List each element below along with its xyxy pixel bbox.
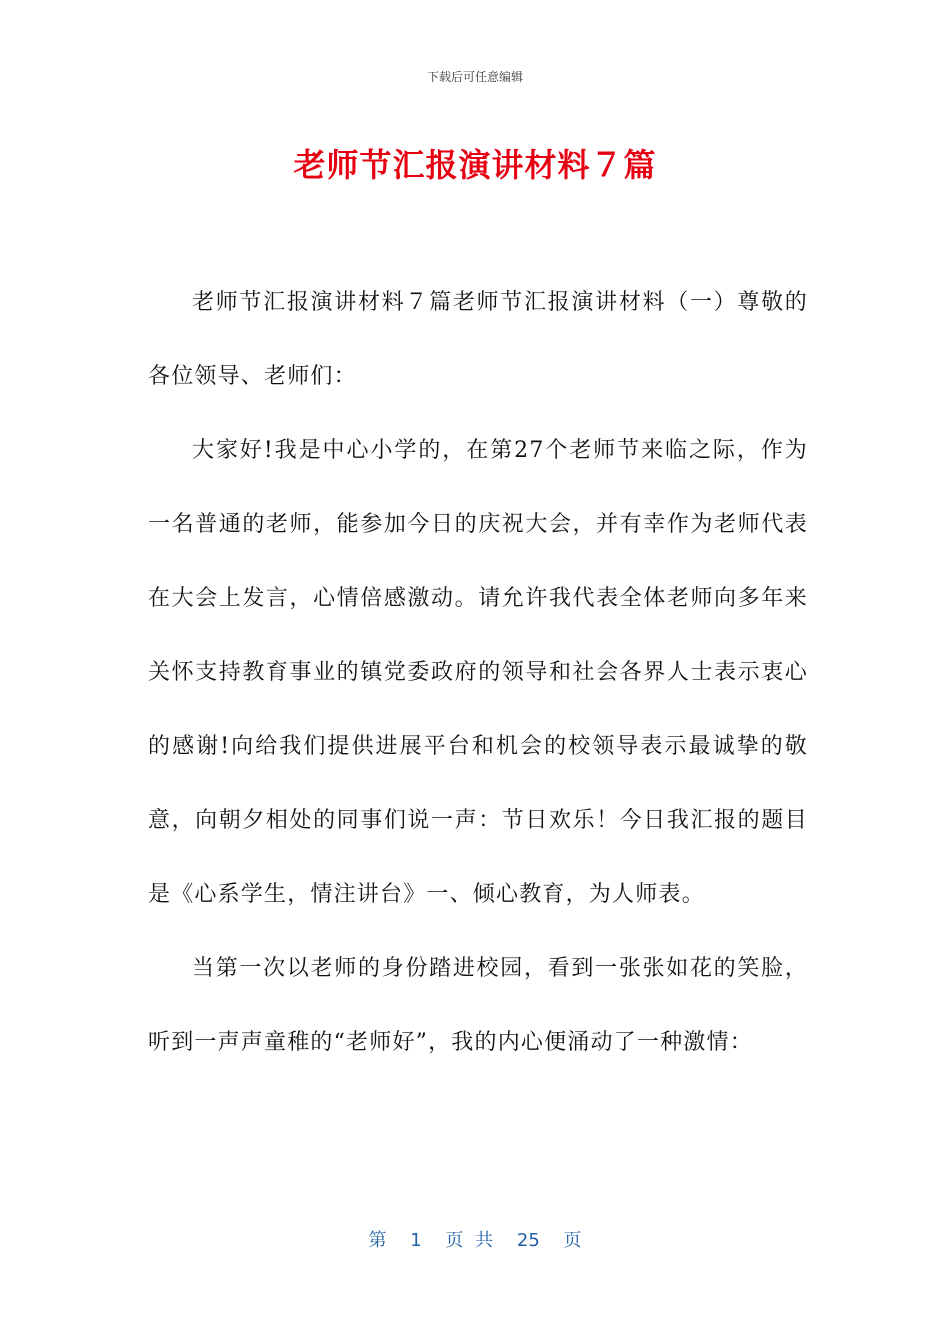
paragraph-2: 大家好!我是中心小学的，在第27个老师节来临之际，作为一名普通的老师，能参加今日的庆祝大会，并有幸作为老师代表在大会上发言，心情倍感激动。请允许我代表全体老师向多年来关怀支持教育事业的镇党委政府的领导和社会各界人士表示衷心的感谢!向给我们提供进展平台和机会的校领导表示最诚挚的敬意，向朝夕相处的同事们说一声：节日欢乐！今日我汇报的题目是《心系学生，情注讲台》一、倾心教育，为人师表。: [148, 438, 808, 907]
document-body: [148, 266, 808, 1080]
paragraph-1: 老师节汇报演讲材料７篇老师节汇报演讲材料（一）尊敬的各位领导、老师们：: [148, 290, 808, 389]
footer-total-pages: 25: [516, 1230, 540, 1251]
footer-prefix: 第: [368, 1230, 387, 1251]
page-footer: [0, 1226, 950, 1252]
header-note: 下载后可任意编辑: [426, 70, 523, 84]
footer-middle: 页 共: [445, 1230, 494, 1251]
footer-page-number: 1: [410, 1230, 422, 1251]
paragraph-3: 当第一次以老师的身份踏进校园，看到一张张如花的笑脸，听到一声声童稚的“老师好”，我的内心便涌动了一种激情：: [148, 956, 808, 1055]
document-title: 老师节汇报演讲材料７篇: [293, 146, 657, 184]
footer-suffix: 页: [563, 1230, 582, 1251]
